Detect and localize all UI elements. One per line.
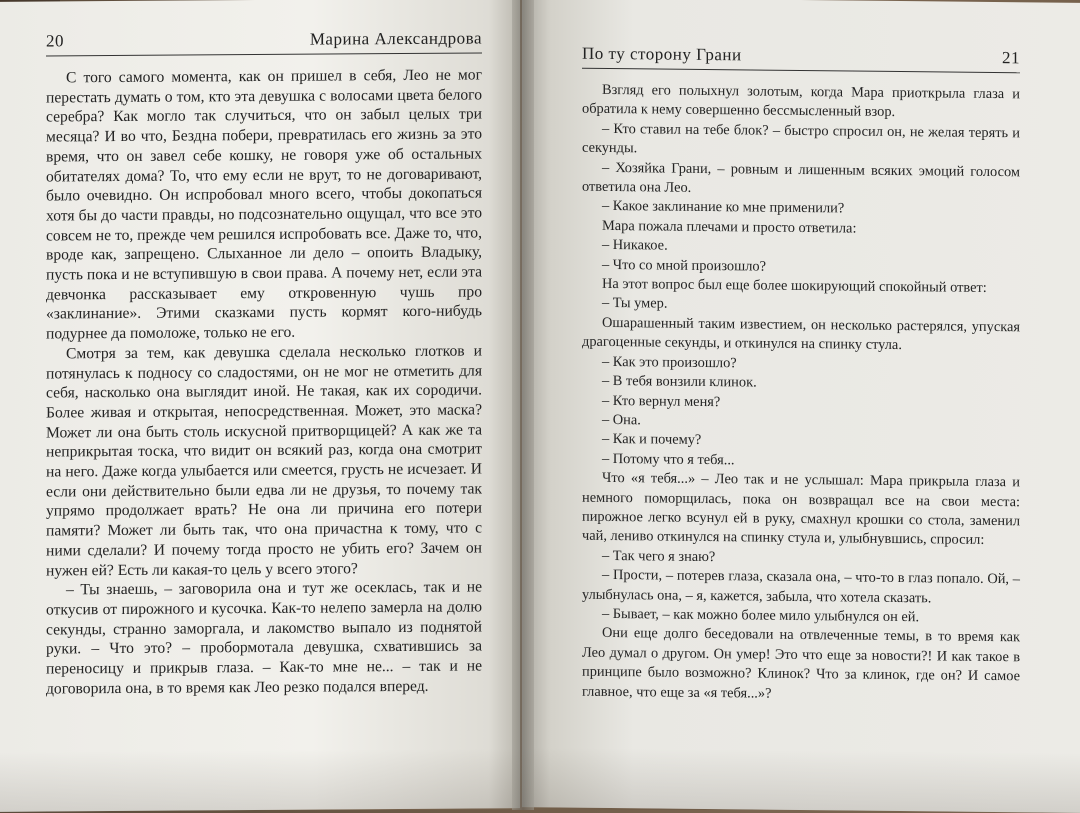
right-page-body [582,81,1020,707]
paragraph: – Она. [602,411,641,429]
left-page-header [46,28,482,55]
paragraph: – Прости, – потерев глаза, сказала она, – что-то в глаз попало. Ой, – улыбнулась она, – я, кажется, забыла, что хотела сказать. [582,567,1020,606]
paragraph: – Бывает, – как можно более мило улыбнулся он ей. [602,605,920,626]
paragraph: – Никакое. [602,237,668,254]
paragraph: – Кто вернул меня? [602,392,721,410]
paragraph: – Как это произошло? [602,353,737,372]
page-shadow [0,748,520,812]
paragraph: Что «я тебя...» – Лео так и не услышал: Мара прикрыла глаза и немного поморщилась, пока он возвращал все на свои места: пирожное легко всунул ей в руку, смахнул крошки со стола, заменил чай, лениво откинулся на спинку стула и, улыбнувшись, спросил: [582,470,1020,549]
paragraph: – Хозяйка Грани, – ровным и лишенным всяких эмоций голосом ответила она Лео. [582,159,1020,196]
paragraph: Мара пожала плечами и просто ответила: [602,217,857,237]
paragraph: Взгляд его полыхнул золотым, когда Мара приоткрыла глаза и обратила к нему совершенно бессмысленный взор. [582,81,1020,121]
paragraph: – Так чего я знаю? [602,547,716,565]
paragraph: – Как и почему? [602,431,702,449]
book-gutter [512,0,534,810]
paragraph: – В тебя вонзили клинок. [602,373,757,391]
left-page-body [46,65,482,699]
paragraph: Они еще долго беседовали на отвлеченные темы, в то время как Лео думал о другом. Он умер! Это что еще за новости?! И как такое в принципе было возможно? Клинок? Что за клинок, где он? И самое главное, что еще за «я тебя...»? [582,625,1020,702]
paragraph: – Ты умер. [602,295,668,313]
paragraph: Ошарашенный таким известием, он несколько растерялся, упуская драгоценные секунды, и откинулся на спинку стула. [582,314,1020,354]
paragraph: – Какое заклинание ко мне применили? [602,198,845,217]
paragraph: Смотря за тем, как девушка сделала несколько глотков и потянулась к подносу со сладостями, он не мог не отметить для себя, насколько она выглядит иной. Не такая, как их сородичи. Более живая и открытая, непосредственная. Может, это маска? Может ли она быть столь искусной притворщицей? А как же та неприкрытая тоска, что видит он всякий раз, когда она смотрит на него. Даже когда улыбается или смеется, грусть не исчезает. И если они действительно были едва ли не друзья, то почему так упрямо продолжает врать? Не она ли причина его потери памяти? Может ли быть так, что она причастна к тому, что с ними сделали? И почему тогда просто не убить его? Зачем он нужен ей? Есть ли какая-то цель у всего этого? [46,342,482,580]
paragraph: – Что со мной произошло? [602,256,766,275]
left-page [0,0,520,812]
paragraph: На этот вопрос был еще более шокирующий спокойный ответ: [602,275,987,297]
paragraph: – Потому что я тебя... [602,450,735,469]
right-running-head: По ту сторону Грани [582,43,742,65]
paragraph: – Кто ставил на тебе блок? – быстро спросил он, не желая терять и секунды. [582,120,1020,157]
paragraph: С того самого момента, как он пришел в себя, Лео не мог перестать думать о том, кто эта девушка с волосами цвета белого серебра? Как могло так случиться, что он забыл целых три месяца? И во что, Бездна побери, превратилась его жизнь за это время, что он завел себе кошку, не говоря уже об остальных обитателях дома? То, что ему если не врут, то не договаривают, было очевидно. Он испробовал много всего, чтобы докопаться хотя бы до части правды, но подсознательно ощущал, что все это совсем не то, прежде чем решился испробовать все. Даже то, что, вроде как, запрещено. Слыханное ли дело – опоить Владыку, пусть пока и не вступившую в свои права. А почему нет, если эта девчонка рассказывает ему откровенную чушь про «заклинание». Этими сказками пусть кормят кого-нибудь подурнее да помоложе, только не его. [46,66,482,343]
paragraph: – Ты знаешь, – заговорила она и тут же осеклась, так и не откусив от пирожного и кусочка. Как-то нелепо замерла на долю секунды, странно заморгала, и лакомство выпало из поднятой руки. – Что это? – пробормотала девушка, схватившись за переносицу и прикрыв глаза. – Как-то мне не... – так и не договорила она, в то время как Лео резко подался вперед. [46,578,482,698]
right-page [522,0,1080,813]
left-running-head: Марина Александрова [309,28,482,49]
left-page-number: 20 [46,31,64,51]
right-page-number: 21 [1002,48,1020,68]
page-shadow [522,747,1080,813]
